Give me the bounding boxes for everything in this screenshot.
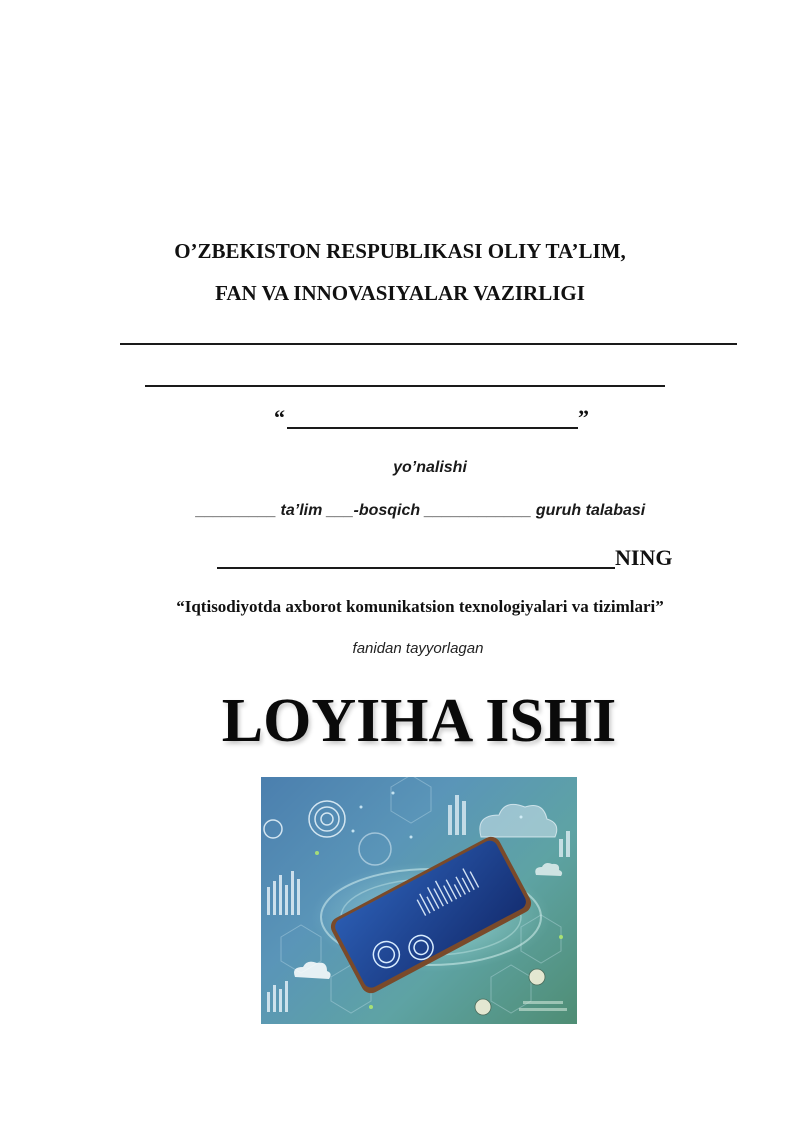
technology-illustration <box>261 777 577 1024</box>
student-info-row <box>196 501 645 521</box>
direction-quote-close: ” <box>578 405 589 430</box>
student-name-blank-line <box>217 567 615 569</box>
ministry-title-line-1: O’ZBEKISTON RESPUBLIKASI OLIY TA’LIM, <box>174 239 626 263</box>
ministry-title-line-2: FAN VA INNOVASIYALAR VAZIRLIGI <box>215 281 585 305</box>
stage-label: -bosqich <box>353 502 421 519</box>
project-work-title: LOYIHA ISHI <box>221 687 617 755</box>
subject-title: “Iqtisodiyotda axborot komunikatsion texnologiyalari va tizimlari” <box>176 597 664 616</box>
institution-blank-line-2 <box>145 385 665 387</box>
education-label: ta’lim <box>280 502 323 519</box>
direction-name-blank-line <box>287 427 578 429</box>
prepared-label: fanidan tayyorlagan <box>352 640 484 657</box>
education-form-blank: _________ <box>196 502 277 519</box>
group-blank: ____________ <box>424 502 532 519</box>
student-name-suffix: NING <box>615 545 673 570</box>
institution-blank-line-1 <box>120 343 737 345</box>
cover-image <box>261 777 577 1024</box>
group-label: guruh talabasi <box>535 502 646 519</box>
stage-blank: ___ <box>326 502 354 519</box>
direction-label: yo’nalishi <box>393 459 467 476</box>
direction-quote-open: “ <box>274 405 285 430</box>
